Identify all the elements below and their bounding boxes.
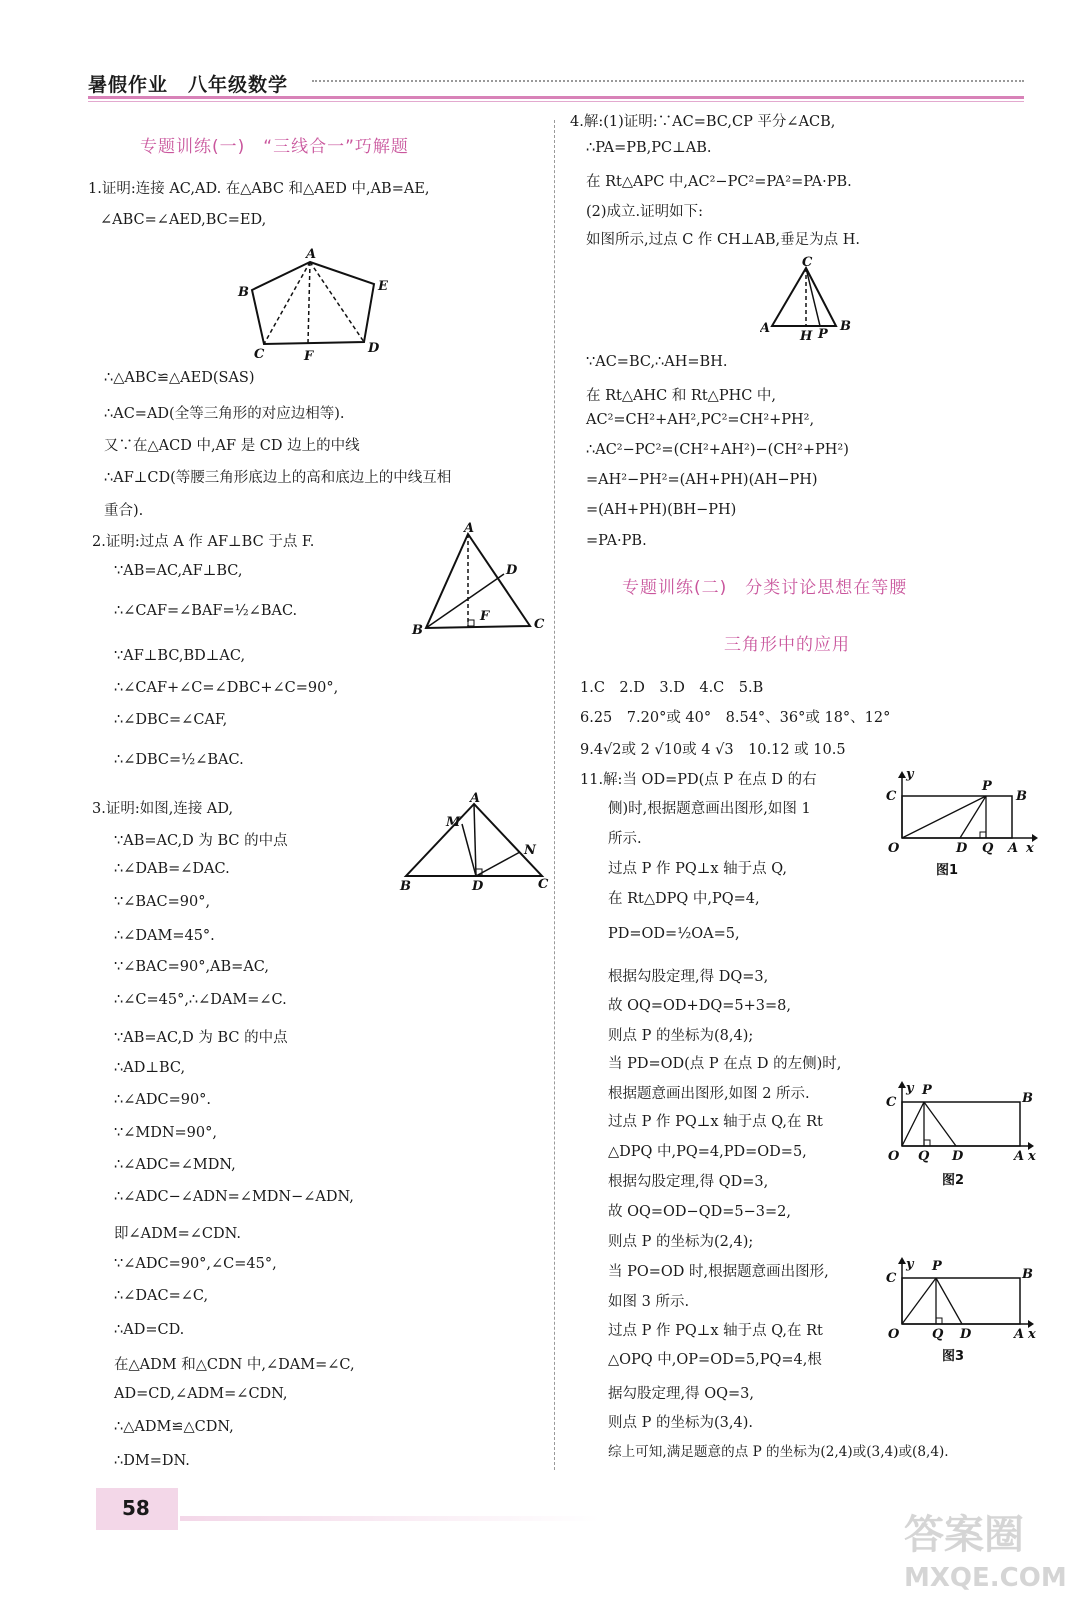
fig-label: D <box>368 341 380 356</box>
section-title-2-cont: 三角形中的应用 <box>724 635 850 655</box>
q3-line: ∵AB=AC,D 为 BC 的中点 <box>114 833 288 849</box>
q3-line: ∵∠BAC=90°, <box>114 894 211 910</box>
q1-line: 1.证明:连接 AC,AD. 在△ABC 和△AED 中,AB=AE, <box>88 181 430 197</box>
q2-line: ∴∠CAF=∠BAF=½∠BAC. <box>114 603 298 619</box>
fig-label: O <box>888 1327 900 1342</box>
watermark-logo <box>900 1500 1080 1596</box>
fig-label: P <box>818 327 828 342</box>
q11-line: PD=OD=½OA=5, <box>608 926 740 942</box>
q3-line: ∵∠BAC=90°,AB=AC, <box>114 959 269 975</box>
fig-label: A <box>306 247 317 262</box>
fig-label: y <box>906 768 914 782</box>
q3-line: 在△ADM 和△CDN 中,∠DAM=∠C, <box>114 1357 355 1373</box>
fig-label: x <box>1026 841 1034 856</box>
fig-label: E <box>378 279 388 294</box>
q11-line: 故 OQ=OD−QD=5−3=2, <box>608 1204 791 1220</box>
q1-line: ∴AC=AD(全等三角形的对应边相等). <box>104 406 345 422</box>
fig-label: C <box>254 347 265 362</box>
fig-label: Q <box>932 1327 944 1342</box>
q4-line: 如图所示,过点 C 作 CH⊥AB,垂足为点 H. <box>586 232 861 248</box>
pentagon-figure <box>234 244 404 366</box>
q3-line: ∴AD=CD. <box>114 1322 185 1338</box>
fig-label: A <box>1014 1327 1025 1342</box>
q4-line: =PA·PB. <box>586 533 647 549</box>
fig-label: C <box>886 1271 897 1286</box>
footer-rule <box>180 1516 600 1521</box>
q1-line: 又∵在△ACD 中,AF 是 CD 边上的中线 <box>104 438 360 454</box>
q2-line: 2.证明:过点 A 作 AF⊥BC 于点 F. <box>92 534 315 550</box>
fig-label: C <box>802 255 813 270</box>
q3-line: ∵∠ADC=90°,∠C=45°, <box>114 1256 277 1272</box>
watermark-text: 答案圈 <box>904 1512 1024 1558</box>
fig-label: B <box>412 623 423 638</box>
fig-label: x <box>1028 1149 1036 1164</box>
fig-label: A <box>1008 841 1019 856</box>
fig-label: N <box>524 843 536 858</box>
q11-line: 根据勾股定理,得 QD=3, <box>608 1174 769 1190</box>
q2-line: ∵AF⊥BC,BD⊥AC, <box>114 648 246 664</box>
q11-line: 则点 P 的坐标为(2,4); <box>608 1234 754 1250</box>
q4-line: 4.解:(1)证明:∵AC=BC,CP 平分∠ACB, <box>570 114 836 130</box>
fig-label: D <box>960 1327 972 1342</box>
fig-label: B <box>1022 1267 1033 1282</box>
q11-line: 则点 P 的坐标为(8,4); <box>608 1028 754 1044</box>
q11-line: 侧)时,根据题意画出图形,如图 1 <box>608 801 811 817</box>
page-number-box <box>96 1488 178 1530</box>
q11-line: 过点 P 作 PQ⊥x 轴于点 Q,在 Rt <box>608 1323 823 1339</box>
fig-label: Q <box>982 841 994 856</box>
triangle-figure-q2 <box>410 522 550 640</box>
answer-line: 1.C 2.D 3.D 4.C 5.B <box>580 680 764 696</box>
fig-label: O <box>888 1149 900 1164</box>
q3-line: ∴∠ADC−∠ADN=∠MDN−∠ADN, <box>114 1189 354 1205</box>
fig-label: B <box>840 319 851 334</box>
fig-label: D <box>472 879 484 894</box>
fig-label: A <box>470 791 481 806</box>
q2-line: ∴∠DBC=½∠BAC. <box>114 752 244 768</box>
fig-label: P <box>932 1259 942 1274</box>
q11-line: △OPQ 中,OP=OD=5,PQ=4,根 <box>608 1352 822 1368</box>
fig-label: F <box>480 609 490 624</box>
right-column <box>570 0 1040 1600</box>
q2-line: ∴∠DBC=∠CAF, <box>114 712 228 728</box>
figure-caption: 图2 <box>942 1173 965 1188</box>
fig-label: C <box>886 789 897 804</box>
q11-line: 故 OQ=OD+DQ=5+3=8, <box>608 998 791 1014</box>
q11-line: 如图 3 所示. <box>608 1294 690 1310</box>
triangle-figure-q4 <box>760 254 860 346</box>
q3-line: ∴AD⊥BC, <box>114 1060 186 1076</box>
coordinate-figure-1 <box>876 768 1040 880</box>
q11-line: 综上可知,满足题意的点 P 的坐标为(2,4)或(3,4)或(8,4). <box>608 1444 949 1460</box>
q11-line: 根据题意画出图形,如图 2 所示. <box>608 1086 810 1102</box>
fig-label: P <box>922 1083 932 1098</box>
q1-line: 重合). <box>104 503 144 519</box>
q4-line: AC²=CH²+AH²,PC²=CH²+PH², <box>586 412 815 428</box>
q3-line: ∴DM=DN. <box>114 1453 190 1469</box>
q4-line: 在 Rt△AHC 和 Rt△PHC 中, <box>586 388 777 404</box>
fig-label: D <box>956 841 968 856</box>
fig-label: H <box>800 329 813 344</box>
coordinate-figure-3 <box>878 1254 1038 1366</box>
q11-line: 在 Rt△DPQ 中,PQ=4, <box>608 891 760 907</box>
q3-line: ∴∠C=45°,∴∠DAM=∠C. <box>114 992 287 1008</box>
q11-line: 则点 P 的坐标为(3,4). <box>608 1415 753 1431</box>
q3-line: 即∠ADM=∠CDN. <box>114 1226 241 1242</box>
section-title-2: 专题训练(二) 分类讨论思想在等腰 <box>622 578 908 598</box>
q1-line: ∴△ABC≌△AED(SAS) <box>104 370 255 386</box>
q1-line: ∠ABC=∠AED,BC=ED, <box>100 212 267 228</box>
column-divider <box>554 120 555 1470</box>
q4-line: ∴PA=PB,PC⊥AB. <box>586 140 712 156</box>
q1-line: ∴AF⊥CD(等腰三角形底边上的高和底边上的中线互相 <box>104 470 452 486</box>
q4-line: ∴AC²−PC²=(CH²+AH²)−(CH²+PH²) <box>586 442 849 458</box>
q4-line: =(AH+PH)(BH−PH) <box>586 502 737 518</box>
answer-line: 9.4√2或 2 √10或 4 √3 10.12 或 10.5 <box>580 742 846 758</box>
q2-line: ∵AB=AC,AF⊥BC, <box>114 563 243 579</box>
triangle-figure-q3 <box>398 790 552 896</box>
fig-label: B <box>1016 789 1027 804</box>
fig-label: C <box>534 617 545 632</box>
q3-line: AD=CD,∠ADM=∠CDN, <box>114 1386 288 1402</box>
q3-line: 3.证明:如图,连接 AD, <box>92 801 234 817</box>
q11-line: 根据勾股定理,得 DQ=3, <box>608 969 769 985</box>
fig-label: x <box>1028 1327 1036 1342</box>
coordinate-figure-2 <box>878 1080 1038 1190</box>
q11-line: 当 PD=OD(点 P 在点 D 的左侧)时, <box>608 1056 842 1072</box>
q4-line: =AH²−PH²=(AH+PH)(AH−PH) <box>586 472 818 488</box>
q3-line: ∴△ADM≌△CDN, <box>114 1419 234 1435</box>
q11-line: 过点 P 作 PQ⊥x 轴于点 Q,在 Rt <box>608 1114 823 1130</box>
q3-line: ∴∠DAC=∠C, <box>114 1288 209 1304</box>
q3-line: ∵AB=AC,D 为 BC 的中点 <box>114 1030 288 1046</box>
fig-label: F <box>304 349 314 364</box>
q4-line: ∵AC=BC,∴AH=BH. <box>586 354 728 370</box>
q2-line: ∴∠CAF+∠C=∠DBC+∠C=90°, <box>114 680 339 696</box>
q3-line: ∴∠DAB=∠DAC. <box>114 861 230 877</box>
fig-label: D <box>952 1149 964 1164</box>
fig-label: A <box>760 321 771 336</box>
fig-label: B <box>1022 1091 1033 1106</box>
q11-line: 当 PO=OD 时,根据题意画出图形, <box>608 1264 829 1280</box>
fig-label: O <box>888 841 900 856</box>
section-title-1: 专题训练(一) “三线合一”巧解题 <box>140 137 409 157</box>
q3-line: ∴∠ADC=90°. <box>114 1092 212 1108</box>
q4-line: (2)成立.证明如下: <box>586 204 704 220</box>
fig-label: B <box>400 879 411 894</box>
fig-label: D <box>506 563 518 578</box>
page-number: 58 <box>122 1496 150 1520</box>
fig-label: M <box>446 815 461 830</box>
fig-label: B <box>238 285 249 300</box>
fig-label: C <box>886 1095 897 1110</box>
q3-line: ∵∠MDN=90°, <box>114 1125 217 1141</box>
q11-line: 据勾股定理,得 OQ=3, <box>608 1386 754 1402</box>
fig-label: y <box>906 1257 914 1272</box>
fig-label: C <box>538 877 549 892</box>
fig-label: Q <box>918 1149 930 1164</box>
q11-line: △DPQ 中,PQ=4,PD=OD=5, <box>608 1144 807 1160</box>
q11-line: 过点 P 作 PQ⊥x 轴于点 Q, <box>608 861 788 877</box>
fig-label: A <box>1014 1149 1025 1164</box>
fig-label: y <box>906 1081 914 1096</box>
header-title: 暑假作业 八年级数学 <box>88 74 289 96</box>
q3-line: ∴∠DAM=45°. <box>114 928 215 944</box>
figure-caption: 图1 <box>936 863 959 878</box>
watermark-domain: MXQE.COM <box>904 1563 1067 1593</box>
q11-line: 11.解:当 OD=PD(点 P 在点 D 的右 <box>580 772 817 788</box>
fig-label: A <box>464 522 475 536</box>
answer-line: 6.25 7.20°或 40° 8.54°、36°或 18°、12° <box>580 710 891 726</box>
left-column <box>88 0 548 1600</box>
q11-line: 所示. <box>608 831 642 847</box>
q4-line: 在 Rt△APC 中,AC²−PC²=PA²=PA·PB. <box>586 174 852 190</box>
q3-line: ∴∠ADC=∠MDN, <box>114 1157 236 1173</box>
fig-label: P <box>982 779 992 794</box>
figure-caption: 图3 <box>942 1349 965 1364</box>
